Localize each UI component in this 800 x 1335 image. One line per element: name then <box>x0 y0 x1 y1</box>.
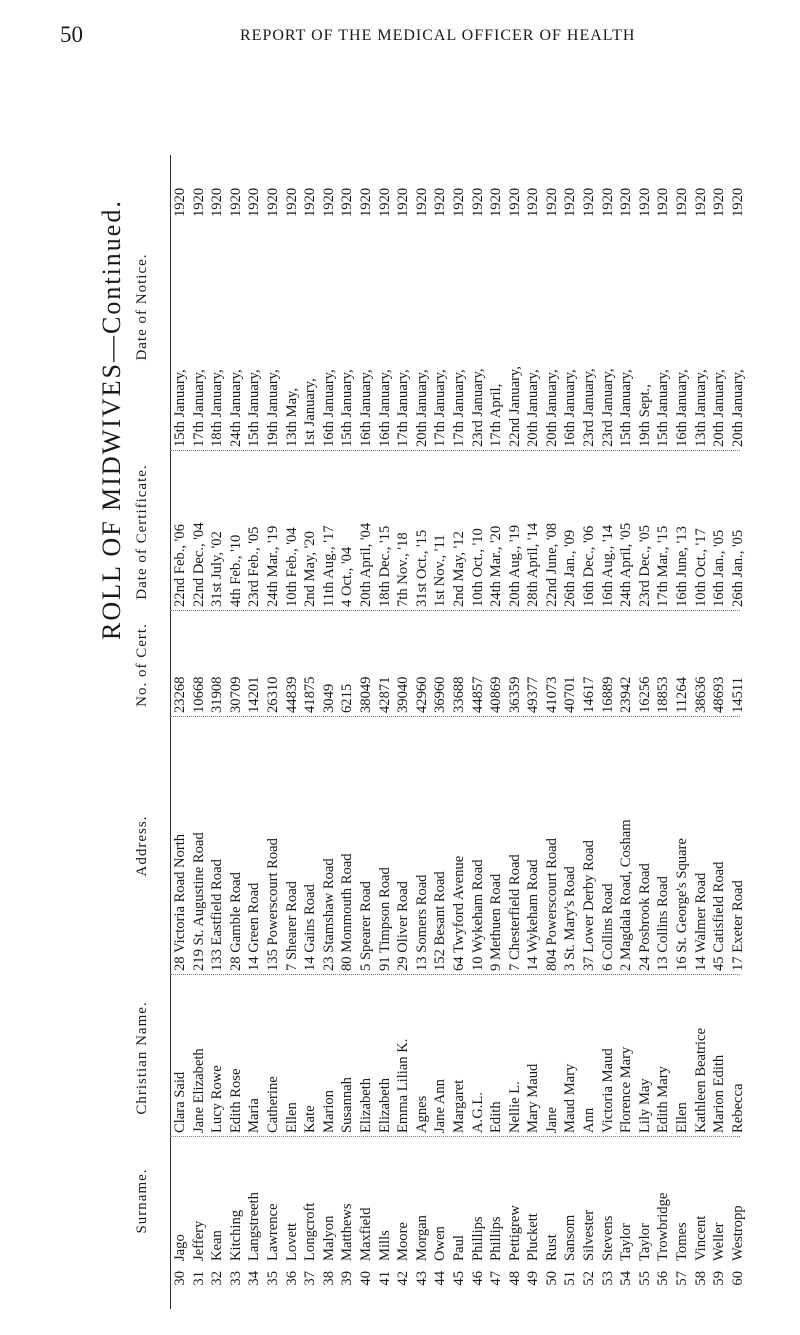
table-row <box>451 155 470 1309</box>
cert-date-cell: 26th Jan., '05 <box>729 529 746 607</box>
row-number: 60 <box>729 1271 746 1286</box>
christian-name-cell: Nellie L. <box>506 1081 523 1133</box>
table-row <box>507 155 526 1309</box>
row-number: 59 <box>711 1271 728 1286</box>
table-row <box>228 155 247 1309</box>
header-date-of-notice: Date of Notice. <box>134 253 150 361</box>
notice-year-cell: 1920 <box>711 187 728 217</box>
cert-date-cell: 10th Feb., '04 <box>283 527 300 607</box>
notice-year-cell: 1920 <box>543 187 560 217</box>
cert-no-cell: 26310 <box>264 676 281 713</box>
notice-year-cell: 1920 <box>618 187 635 217</box>
notice-date-cell: 15th January, <box>339 369 356 447</box>
notice-date-cell: 15th January, <box>655 369 672 447</box>
notice-date-cell: 19th January, <box>264 369 281 447</box>
table-row <box>284 155 303 1309</box>
cert-no-cell: 44857 <box>469 676 486 713</box>
table-row <box>414 155 433 1309</box>
address-cell: 28 Victoria Road North <box>172 833 188 971</box>
surname-cell: Matthews <box>339 1203 356 1261</box>
notice-year-cell: 1920 <box>562 187 579 217</box>
row-number: 34 <box>246 1271 263 1286</box>
table-row <box>674 155 693 1309</box>
cert-date-cell: 16th Jan., '05 <box>711 529 728 607</box>
cert-date-cell: 17th Mar., '15 <box>655 525 672 607</box>
notice-year-cell: 1920 <box>320 187 337 217</box>
notice-year-cell: 1920 <box>172 187 188 217</box>
cert-date-cell: 24th April, '05 <box>618 522 635 607</box>
address-cell: 3 St. Mary's Road <box>562 866 579 971</box>
address-cell: 16 St. George's Square <box>674 838 691 971</box>
surname-cell: Pluckett <box>525 1213 542 1261</box>
cert-date-cell: 10th Oct., '17 <box>692 528 709 607</box>
table-row <box>395 155 414 1309</box>
row-number: 52 <box>581 1271 598 1286</box>
row-number: 55 <box>636 1271 653 1286</box>
cert-no-cell: 23942 <box>618 676 635 713</box>
address-cell: 14 Gains Road <box>302 884 319 971</box>
notice-date-cell: 17th January, <box>432 369 449 447</box>
cert-no-cell: 38636 <box>692 676 709 713</box>
notice-year-cell: 1920 <box>357 187 374 217</box>
cert-no-cell: 18853 <box>655 676 672 713</box>
table-row <box>711 155 730 1309</box>
notice-year-cell: 1920 <box>692 187 709 217</box>
cert-no-cell: 11264 <box>674 677 691 713</box>
christian-name-cell: Lucy Rowe <box>209 1065 226 1133</box>
row-number: 54 <box>618 1271 635 1286</box>
address-cell: 91 Timpson Road <box>376 867 393 971</box>
table-row <box>246 155 265 1309</box>
row-number: 56 <box>655 1271 672 1286</box>
cert-date-cell: 4th Feb., '10 <box>227 534 244 607</box>
cert-no-cell: 49377 <box>525 676 542 713</box>
notice-date-cell: 20th January, <box>413 369 430 447</box>
notice-year-cell: 1920 <box>413 187 430 217</box>
header-christian-name: Christian Name. <box>134 1001 150 1115</box>
address-cell: 219 St. Augustine Road <box>190 832 207 971</box>
header-cert-date: Date of Certificate. <box>134 464 150 600</box>
address-cell: 23 Stamshaw Road <box>320 858 337 971</box>
surname-cell: Maxfield <box>357 1207 374 1261</box>
cert-no-cell: 40869 <box>488 676 505 713</box>
address-cell: 152 Besant Road <box>432 871 449 971</box>
address-cell: 24 Posbrook Road <box>636 863 653 971</box>
row-number: 36 <box>283 1271 300 1286</box>
notice-date-cell: 19th Sept., <box>636 384 653 447</box>
christian-name-cell: Marion Edith <box>711 1054 728 1133</box>
surname-cell: Vincent <box>692 1215 709 1261</box>
surname-cell: Paul <box>450 1235 467 1261</box>
cert-date-cell: 7th Nov., '18 <box>395 532 412 607</box>
notice-date-cell: 23rd January, <box>599 368 616 447</box>
christian-name-cell: Elizabeth <box>376 1077 393 1133</box>
cert-no-cell: 14617 <box>581 676 598 713</box>
cert-date-cell: 24th Mar., '20 <box>488 525 505 607</box>
cert-no-cell: 3049 <box>320 683 337 713</box>
table-row <box>470 155 489 1309</box>
cert-no-cell: 41073 <box>543 676 560 713</box>
notice-date-cell: 13th January, <box>692 369 709 447</box>
row-number: 40 <box>357 1271 374 1286</box>
notice-date-cell: 23rd January, <box>469 368 486 447</box>
notice-year-cell: 1920 <box>283 187 300 217</box>
surname-cell: Lawrence <box>264 1203 281 1261</box>
cert-date-cell: 28th April, '14 <box>525 522 542 607</box>
cert-no-cell: 36960 <box>432 676 449 713</box>
notice-year-cell: 1920 <box>655 187 672 217</box>
cert-date-cell: 23rd Feb., '05 <box>246 526 263 607</box>
christian-name-cell: Kate <box>302 1105 319 1133</box>
notice-year-cell: 1920 <box>636 187 653 217</box>
table-row <box>581 155 600 1309</box>
row-number: 44 <box>432 1271 449 1286</box>
header-cert-no: No. of Cert. <box>134 623 150 707</box>
notice-date-cell: 16th January, <box>357 369 374 447</box>
surname-cell: Weller <box>711 1222 728 1261</box>
cert-date-cell: 20th April, '04 <box>357 522 374 607</box>
cert-no-cell: 41875 <box>302 676 319 713</box>
cert-no-cell: 30709 <box>227 676 244 713</box>
christian-name-cell: Jane Ann <box>432 1079 449 1133</box>
cert-date-cell: 16th Aug., '14 <box>599 524 616 607</box>
cert-no-cell: 39040 <box>395 676 412 713</box>
cert-date-cell: 18th Dec., '15 <box>376 525 393 607</box>
notice-date-cell: 17th January, <box>395 369 412 447</box>
surname-cell: Owen <box>432 1226 449 1261</box>
cert-date-cell: 2nd May, '12 <box>450 531 467 607</box>
running-title: REPORT OF THE MEDICAL OFFICER OF HEALTH <box>240 27 636 44</box>
notice-date-cell: 17th April, <box>488 383 505 447</box>
surname-cell: Phillips <box>469 1216 486 1261</box>
row-number: 38 <box>320 1271 337 1286</box>
address-cell: 14 Wykeham Road <box>525 859 542 971</box>
surname-cell: Mills <box>376 1230 393 1261</box>
christian-name-cell: Maria <box>246 1098 263 1133</box>
christian-name-cell: Victoria Maud <box>599 1048 616 1133</box>
surname-cell: Sansom <box>562 1214 579 1261</box>
address-cell: 7 Shearer Road <box>283 881 300 971</box>
surname-cell: Malyon <box>320 1215 337 1261</box>
notice-year-cell: 1920 <box>729 187 746 217</box>
notice-year-cell: 1920 <box>674 187 691 217</box>
row-number: 48 <box>506 1271 523 1286</box>
row-number: 32 <box>209 1271 226 1286</box>
notice-year-cell: 1920 <box>339 187 356 217</box>
cert-no-cell: 36359 <box>506 676 523 713</box>
row-number: 53 <box>599 1271 616 1286</box>
notice-date-cell: 17th January, <box>190 369 207 447</box>
surname-cell: Kitching <box>227 1209 244 1261</box>
cert-no-cell: 23268 <box>172 676 188 713</box>
notice-date-cell: 24th January, <box>227 369 244 447</box>
table-row <box>321 155 340 1309</box>
surname-cell: Morgan <box>413 1215 430 1261</box>
address-cell: 80 Monmouth Road <box>339 853 356 971</box>
cert-date-cell: 31st Oct., '15 <box>413 529 430 607</box>
surname-cell: Jago <box>172 1234 188 1261</box>
address-cell: 5 Spearer Road <box>357 881 374 971</box>
surname-cell: Langstreeth <box>246 1192 263 1261</box>
cert-no-cell: 33688 <box>450 676 467 713</box>
row-number: 31 <box>190 1271 207 1286</box>
cert-no-cell: 14201 <box>246 676 263 713</box>
cert-no-cell: 48693 <box>711 676 728 713</box>
table-row <box>488 155 507 1309</box>
table-row <box>600 155 619 1309</box>
christian-name-cell: Mary Maud <box>525 1063 542 1133</box>
address-cell: 29 Oliver Road <box>395 881 412 971</box>
notice-date-cell: 22nd January, <box>506 366 523 447</box>
christian-name-cell: Marion <box>320 1090 337 1133</box>
notice-year-cell: 1920 <box>506 187 523 217</box>
address-cell: 17 Exeter Road <box>729 880 746 971</box>
notice-year-cell: 1920 <box>264 187 281 217</box>
row-number: 39 <box>339 1271 356 1286</box>
cert-date-cell: 10th Oct., '10 <box>469 528 486 607</box>
side-title: ROLL OF MIDWIVES—Continued. <box>97 199 126 640</box>
notice-year-cell: 1920 <box>525 187 542 217</box>
table-row <box>544 155 563 1309</box>
address-cell: 13 Somers Road <box>413 874 430 971</box>
address-cell: 2 Magdala Road, Cosham <box>618 819 635 971</box>
table-row <box>618 155 637 1309</box>
notice-date-cell: 16th January, <box>562 369 579 447</box>
notice-date-cell: 16th January, <box>376 369 393 447</box>
address-cell: 7 Chesterfield Road <box>506 854 523 971</box>
table-row <box>358 155 377 1309</box>
notice-year-cell: 1920 <box>190 187 207 217</box>
cert-date-cell: 2nd May, '20 <box>302 531 319 607</box>
row-number: 46 <box>469 1271 486 1286</box>
cert-no-cell: 44839 <box>283 676 300 713</box>
cert-date-cell: 16th June, '13 <box>674 526 691 607</box>
notice-date-cell: 13th May, <box>283 387 300 447</box>
cert-no-cell: 16256 <box>636 676 653 713</box>
row-number: 58 <box>692 1271 709 1286</box>
christian-name-cell: Edith Mary <box>655 1066 672 1133</box>
table-row <box>693 155 712 1309</box>
address-cell: 28 Gamble Road <box>227 872 244 971</box>
cert-date-cell: 4 Oct., '04 <box>339 546 356 607</box>
table-row <box>655 155 674 1309</box>
address-cell: 135 Powerscourt Road <box>264 838 281 971</box>
table-header <box>130 155 171 1309</box>
address-cell: 9 Methuen Road <box>488 873 505 971</box>
christian-name-cell: Elizabeth <box>357 1077 374 1133</box>
row-number: 41 <box>376 1271 393 1286</box>
cert-date-cell: 16th Dec., '06 <box>581 525 598 607</box>
address-cell: 14 Green Road <box>246 882 263 971</box>
christian-name-cell: Clara Said <box>172 1071 188 1133</box>
notice-year-cell: 1920 <box>209 187 226 217</box>
notice-date-cell: 20th January, <box>525 369 542 447</box>
christian-name-cell: Edith Rose <box>227 1068 244 1133</box>
row-number: 33 <box>227 1271 244 1286</box>
notice-year-cell: 1920 <box>302 187 319 217</box>
notice-date-cell: 1st January, <box>302 378 319 447</box>
address-cell: 14 Walmer Road <box>692 872 709 971</box>
christian-name-cell: Rebecca <box>729 1083 746 1133</box>
surname-cell: Jeffery <box>190 1220 207 1261</box>
christian-name-cell: Margaret <box>450 1079 467 1133</box>
notice-date-cell: 15th January, <box>618 369 635 447</box>
notice-year-cell: 1920 <box>488 187 505 217</box>
table-row <box>377 155 396 1309</box>
notice-year-cell: 1920 <box>432 187 449 217</box>
notice-year-cell: 1920 <box>469 187 486 217</box>
cert-no-cell: 42960 <box>413 676 430 713</box>
christian-name-cell: Ellen <box>674 1102 691 1133</box>
christian-name-cell: Ann <box>581 1107 598 1133</box>
notice-date-cell: 20th January, <box>711 369 728 447</box>
notice-date-cell: 16th January, <box>320 369 337 447</box>
address-cell: 64 Twyford Avenue <box>450 855 467 971</box>
cert-date-cell: 24th Mar., '19 <box>264 525 281 607</box>
notice-year-cell: 1920 <box>246 187 263 217</box>
table-row <box>339 155 358 1309</box>
christian-name-cell: Jane Elizabeth <box>190 1048 207 1133</box>
notice-date-cell: 16th January, <box>674 369 691 447</box>
table-row <box>172 155 191 1309</box>
row-number: 49 <box>525 1271 542 1286</box>
notice-date-cell: 23rd January, <box>581 368 598 447</box>
surname-cell: Phillips <box>488 1216 505 1261</box>
surname-cell: Kean <box>209 1230 226 1261</box>
surname-cell: Rust <box>543 1234 560 1261</box>
table-row <box>525 155 544 1309</box>
table-body <box>172 155 748 1309</box>
row-number: 35 <box>264 1271 281 1286</box>
christian-name-cell: Ellen <box>283 1102 300 1133</box>
surname-cell: Moore <box>395 1222 412 1261</box>
cert-date-cell: 1st Nov., '11 <box>432 534 449 607</box>
table-row <box>209 155 228 1309</box>
christian-name-cell: Agnes <box>413 1095 430 1133</box>
address-cell: 133 Eastfield Road <box>209 859 226 971</box>
notice-date-cell: 15th January, <box>246 369 263 447</box>
row-number: 37 <box>302 1271 319 1286</box>
address-cell: 6 Collins Road <box>599 883 616 971</box>
row-number: 42 <box>395 1271 412 1286</box>
notice-year-cell: 1920 <box>581 187 598 217</box>
row-number: 30 <box>172 1271 188 1286</box>
cert-date-cell: 22nd June, '08 <box>543 522 560 607</box>
surname-cell: Silvester <box>581 1209 598 1261</box>
surname-cell: Pettigrew <box>506 1205 523 1261</box>
christian-name-cell: Florence Mary <box>618 1046 635 1133</box>
table-row <box>637 155 656 1309</box>
surname-cell: Taylor <box>618 1223 635 1261</box>
surname-cell: Tomes <box>674 1222 691 1261</box>
christian-name-cell: Lily May <box>636 1078 653 1133</box>
surname-cell: Stevens <box>599 1215 616 1261</box>
christian-name-cell: Susannah <box>339 1077 356 1133</box>
surname-cell: Taylor <box>636 1223 653 1261</box>
notice-date-cell: 17th January, <box>450 369 467 447</box>
address-cell: 10 Wykeham Road <box>469 859 486 971</box>
cert-no-cell: 10668 <box>190 676 207 713</box>
cert-date-cell: 26th Jan., '09 <box>562 529 579 607</box>
christian-name-cell: Jane <box>543 1107 560 1133</box>
cert-no-cell: 6215 <box>339 683 356 713</box>
table-row <box>432 155 451 1309</box>
cert-no-cell: 38049 <box>357 676 374 713</box>
christian-name-cell: Kathleen Beatrice <box>692 1028 709 1133</box>
address-cell: 13 Collins Road <box>655 876 672 971</box>
notice-year-cell: 1920 <box>450 187 467 217</box>
cert-date-cell: 23rd Dec., '05 <box>636 524 653 607</box>
row-number: 45 <box>450 1271 467 1286</box>
cert-date-cell: 31st July, '02 <box>209 531 226 607</box>
address-cell: 37 Lower Derby Road <box>581 840 598 971</box>
row-number: 47 <box>488 1271 505 1286</box>
cert-no-cell: 42871 <box>376 676 393 713</box>
notice-date-cell: 15th January, <box>172 369 188 447</box>
table-row <box>562 155 581 1309</box>
cert-date-cell: 11th Aug., '17 <box>320 525 337 607</box>
cert-no-cell: 14511 <box>729 677 746 713</box>
row-number: 57 <box>674 1271 691 1286</box>
notice-year-cell: 1920 <box>376 187 393 217</box>
cert-no-cell: 31908 <box>209 676 226 713</box>
table-row <box>265 155 284 1309</box>
row-number: 51 <box>562 1271 579 1286</box>
address-cell: 804 Powerscourt Road <box>543 838 560 971</box>
midwives-roll-table <box>130 155 746 1309</box>
table-row <box>302 155 321 1309</box>
address-cell: 45 Catisfield Road <box>711 861 728 971</box>
notice-date-cell: 20th January, <box>543 369 560 447</box>
cert-date-cell: 22nd Feb., '06 <box>172 524 188 607</box>
notice-date-cell: 20th January, <box>729 369 746 447</box>
header-surname: Surname. <box>134 1168 150 1234</box>
page-number: 50 <box>60 22 83 47</box>
surname-cell: Longcroft <box>302 1202 319 1261</box>
christian-name-cell: Maud Mary <box>562 1063 579 1133</box>
christian-name-cell: Catherine <box>264 1076 281 1133</box>
cert-date-cell: 22nd Dec., '04 <box>190 522 207 607</box>
notice-date-cell: 18th January, <box>209 369 226 447</box>
cert-no-cell: 40701 <box>562 676 579 713</box>
notice-year-cell: 1920 <box>227 187 244 217</box>
christian-name-cell: Edith <box>488 1101 505 1133</box>
surname-cell: Trowbridge <box>655 1192 672 1261</box>
notice-year-cell: 1920 <box>395 187 412 217</box>
christian-name-cell: A.G.L. <box>469 1092 486 1133</box>
cert-date-cell: 20th Aug., '19 <box>506 524 523 607</box>
christian-name-cell: Emma Lilian K. <box>395 1038 412 1133</box>
row-number: 50 <box>543 1271 560 1286</box>
table-row <box>730 155 749 1309</box>
notice-year-cell: 1920 <box>599 187 616 217</box>
row-number: 43 <box>413 1271 430 1286</box>
table-row <box>191 155 210 1309</box>
cert-no-cell: 16889 <box>599 676 616 713</box>
surname-cell: Westropp <box>729 1205 746 1261</box>
surname-cell: Lovett <box>283 1222 300 1261</box>
header-address: Address. <box>134 815 150 877</box>
